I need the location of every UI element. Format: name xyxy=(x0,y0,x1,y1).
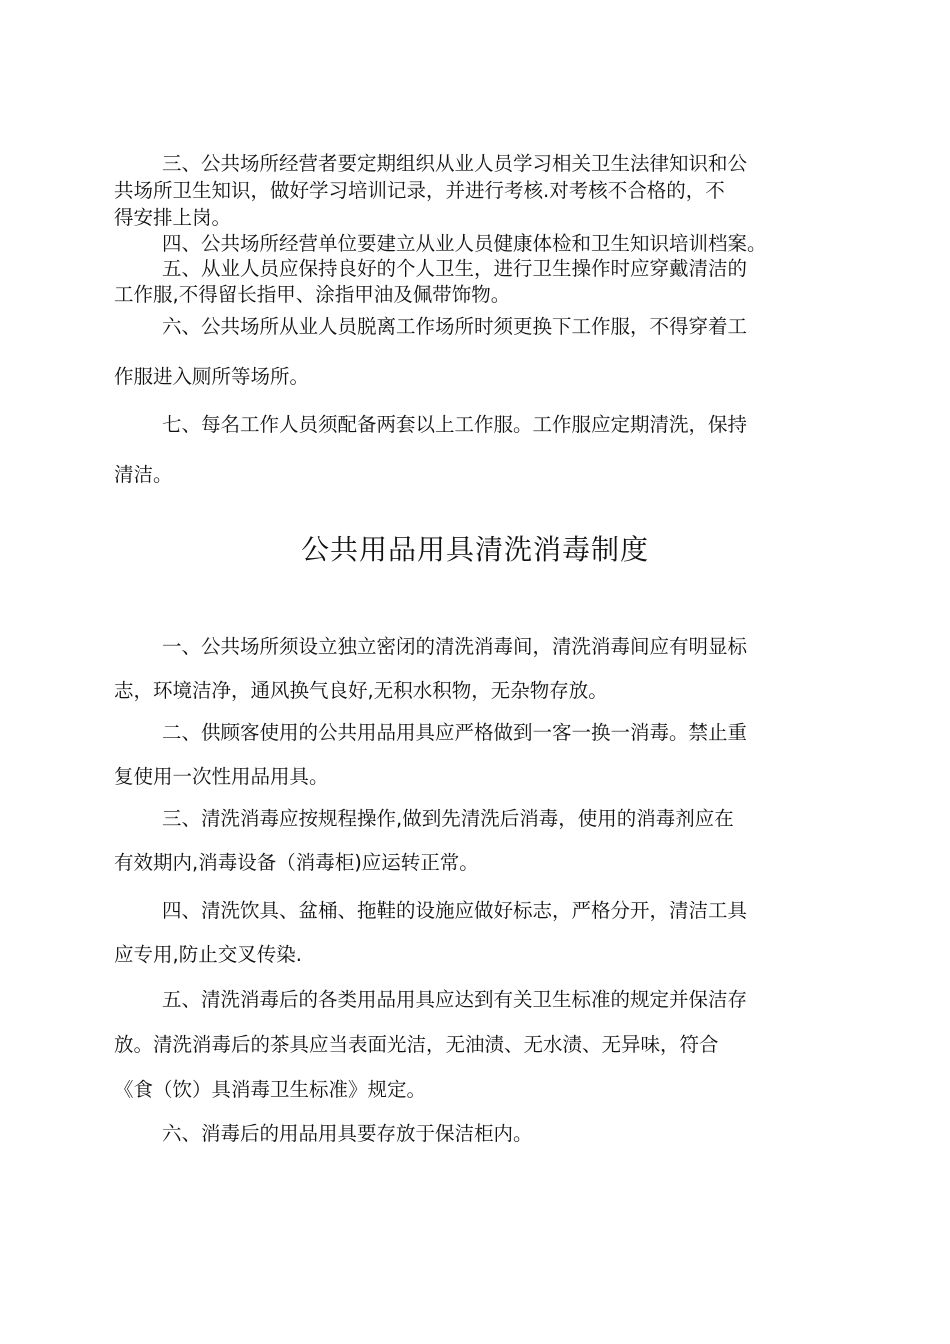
paragraph-line: 得安排上岗。 xyxy=(114,206,232,229)
disinfection-paragraph-5 xyxy=(114,977,844,1112)
paragraph-line: 五、从业人员应保持良好的个人卫生，进行卫生操作时应穿戴清洁的 xyxy=(162,257,748,280)
paragraph-line: 应专用,防止交叉传染. xyxy=(114,943,302,966)
paragraph-line: 五、清洗消毒后的各类用品用具应达到有关卫生标准的规定并保洁存 xyxy=(162,988,748,1011)
paragraph-line: 清洁。 xyxy=(114,463,173,486)
paragraph-line: 四、公共场所经营单位要建立从业人员健康体检和卫生知识培训档案。 xyxy=(162,232,767,255)
rule-paragraph-7 xyxy=(114,400,844,500)
paragraph-line: 《食（饮）具消毒卫生标准》规定。 xyxy=(114,1078,427,1101)
disinfection-paragraph-1 xyxy=(114,625,844,713)
paragraph-line: 共场所卫生知识，做好学习培训记录，并进行考核.对考核不合格的，不 xyxy=(114,179,725,202)
rule-paragraph-6 xyxy=(114,302,844,402)
disinfection-paragraph-4 xyxy=(114,889,844,977)
paragraph-line: 放。清洗消毒后的茶具应当表面光洁，无油渍、无水渍、无异味，符合 xyxy=(114,1033,719,1056)
rule-paragraph-3 xyxy=(114,150,844,231)
disinfection-paragraph-2 xyxy=(114,711,844,799)
paragraph-line: 工作服,不得留长指甲、涂指甲油及佩带饰物。 xyxy=(114,283,511,306)
disinfection-paragraph-3 xyxy=(114,797,844,885)
paragraph-line: 二、供顾客使用的公共用品用具应严格做到一客一换一消毒。禁止重 xyxy=(162,721,748,744)
paragraph-line: 三、清洗消毒应按规程操作,做到先清洗后消毒，使用的消毒剂应在 xyxy=(162,807,734,830)
disinfection-paragraph-6 xyxy=(114,1112,844,1156)
paragraph-line: 一、公共场所须设立独立密闭的清洗消毒间，清洗消毒间应有明显标 xyxy=(162,635,748,658)
paragraph-line: 作服进入厕所等场所。 xyxy=(114,365,310,388)
paragraph-line: 四、清洗饮具、盆桶、拖鞋的设施应做好标志，严格分开，清洁工具 xyxy=(162,899,748,922)
paragraph-line: 复使用一次性用品用具。 xyxy=(114,765,329,788)
paragraph-line: 六、消毒后的用品用具要存放于保洁柜内。 xyxy=(162,1122,533,1145)
rule-paragraph-5 xyxy=(114,256,844,308)
section-title: 公共用品用具清洗消毒制度 xyxy=(300,533,649,566)
paragraph-line: 志，环境洁净，通风换气良好,无积水积物，无杂物存放。 xyxy=(114,679,608,702)
rule-paragraph-4 xyxy=(114,230,844,257)
paragraph-line: 有效期内,消毒设备（消毒柜)应运转正常。 xyxy=(114,851,479,874)
paragraph-line: 六、公共场所从业人员脱离工作场所时须更换下工作服，不得穿着工 xyxy=(162,315,748,338)
paragraph-line: 七、每名工作人员须配备两套以上工作服。工作服应定期清洗，保持 xyxy=(162,413,748,436)
paragraph-line: 三、公共场所经营者要定期组织从业人员学习相关卫生法律知识和公 xyxy=(162,152,748,175)
